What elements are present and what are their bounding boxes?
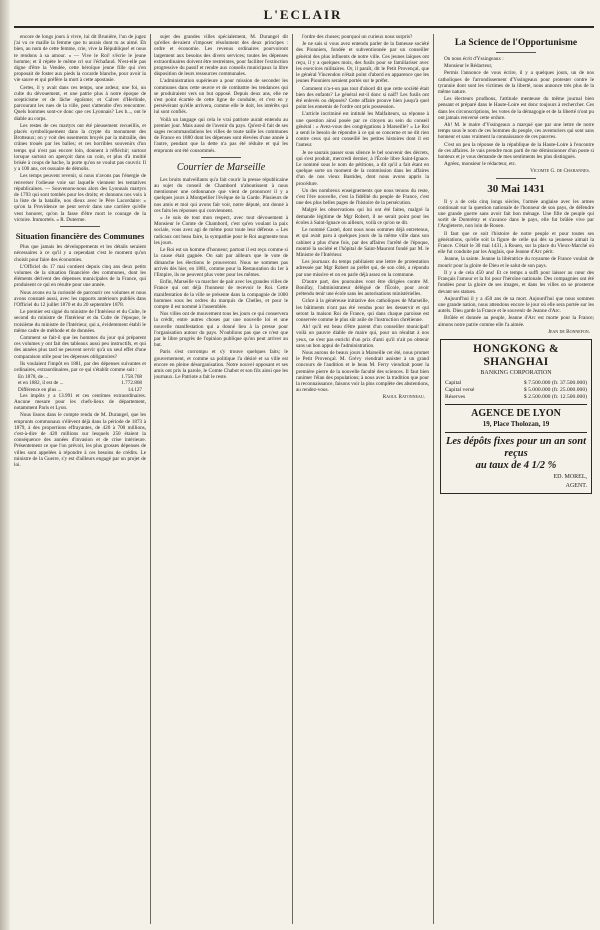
article-paragraph: D'autre part, des poursuites vont être dirigées contre M. Bonifay, l'administrateur délégué de l'École, pour avoir prétendu tenir une école sans les autorisations ministérielles. xyxy=(296,278,429,298)
article-paragraph: l'ordre des choses; pourquoi un curieux nous surpris? xyxy=(302,34,413,40)
article-paragraph: Comment se fait-il que les hommes du jour qui préparent ces volumes y ont fait des tableaux aussi peu instructifs, et qui des années plus tard ne peuvent servir qu'à un seul effet d'une comparaison utile pour les dépenses obligatoires? xyxy=(14,334,146,360)
deposit-rate: au taux de 4 1/2 % xyxy=(475,459,557,471)
article-paragraph: Aujourd'hui il y a 450 ans de sa mort. Aujourd'hui que nous sommes une grande nation, nous attendons encore le jour où elle sera portée sur les autels. Dieu garde la France et le souvenir de Jeanne d'Arc. xyxy=(438,295,594,315)
article-paragraph: sujet des grandes villes spécialement, M. Durangel dit qu'elles devaient s'imposer résolument des deux principes : ordre et économie. Les revenus ordinaires pourvoiront largement aux besoins des divers services; toutes les dépenses extraordinaires doivent être restreintes, pour faciliter l'extinction progressive du passif et rendre aux conseils municipaux la libre disposition de leurs ressources communales. xyxy=(154,34,288,78)
agent-role: AGENT. xyxy=(565,482,587,489)
article-paragraph: Nous lisons dans le compte rendu de M. Durangel, que les emprunts communaux s'élèvent déjà dans la période de 1873 à 1879, à des proportions effrayantes, de 420 à 700 millions, c'est-à-dire de 420 millions sur lesquels 250 étaient la conséquence des années d'invasion et de crise intérieure. Présentement ce que l'on prévoit, les plus grosses dépenses de villes sont appelées à répondre à ces besoins de crédits. Le ministre de la Guerre, s'y est d'ailleurs engagé par un projet de loi. xyxy=(14,412,146,468)
article-paragraph: Jeanne, la sainte. Jeanne la libératrice du royaume de France voulait de mourir pour la gloire de Dieu et le salut de son pays. xyxy=(438,256,594,269)
article-paragraph: Nous aurons de beaux jours à Marseille cet été, nous promet le Petit Provençal. M. Grévy viendrait assister à un grand concours de l'audition et le beau M. Ferry viendrait poser la première pierre de la nouvelle faculté des sciences. Il faut bien ranimer l'élan des populations; à nous avec la tradition que pour la reconnaissance, faisons voir la plus complète des abstentions, au rendez-vous. xyxy=(296,349,429,394)
article-paragraph: Ah! M. le maire d'Yssingeaux a marqué que par une lettre de notre temps sous le nom de ces hommes du peuple, ces aventuriers qui sont sans honneur et sans vraiment la connaissance de ces pauvres. xyxy=(438,122,594,141)
article-paragraph: Il y a de cela 450 ans! Et ce temps a suffi pour laisser au cœur des Français l'amour et la foi pour l'héroïne nationale. Des compagnies ont été fondées pour la gloire de ses images, et dans les villes on se prosterne devant ses statues. xyxy=(438,269,594,295)
article-paragraph: Certes, il y avait dans ces temps, une ardeur, une foi, un culte du dévouement, et une patrie plus à notre époque de scepticisme et de lâche égoïsme; et Calvet d'Herlinde, parcourant les rues de la ville, peut s'attendre d'en rencontrer. Quels hommes sont-ce donc que ces Lyonnais? Les b..., ont le diable au corps. xyxy=(14,84,146,122)
article-paragraph: Les impôts y a 13.991 et ces centimes extraordinaires. Aucune mesure pour les chefs-lieux de département, notamment Paris et Lyon. xyxy=(14,392,146,412)
capital-value: $ 2.500.000 (fr. 12.500.000) xyxy=(523,393,587,400)
capital-value: $ 7.500.000 (fr. 37.500.000) xyxy=(523,379,587,386)
article-paragraph: On nous écrit d'Yssingeaux : xyxy=(444,56,504,62)
article-paragraph: Voilà un langage qui cela le vrai patriote aurait entendu au premier jour. Mais aussi de l'avenir du pays. Qu'est-il fait de ses sages recommandations les villes de toute taille les communes de France en 1880 dont les dépenses sont élevées d'une année à l'autre, pendant que la dette n'a pas été réduite et qui les emprunts ont été consommés. xyxy=(154,116,288,154)
article-paragraph: Paris s'est corrompu et s'y trouve quelques faits; le gouvernement, et comme sa politique l'a désiré et sa ville est encore en pleine désorganisation. Notre nouvel opposant et ses amis ont pris la parole, le Comte Chabot et son fils ainsi que les journaux. Le Patriote a fait le reste. xyxy=(154,349,288,381)
article-paragraph: L'administration supérieure a pour mission de seconder les communes dans cette œuvre et de combattre les tendances qui se produiraient vers un but opposé. Depuis deux ans, elle ne s'est point écartée de cette ligne de conduite, et c'est en y persévérant qu'elle arrivera, comme elle le doit, les intérêts qui lui sont confiés. xyxy=(154,78,288,116)
article-signature: Raoul Ratonneau. xyxy=(382,394,425,401)
article-paragraph: Je ne sais si vous avez entendu parler de la fameuse société des Pionniers, fondée et subventionnée par un conseiller général des plus influents de notre ville. Ces jeunes laïques ont reçu, il y a quelques mois, des fusils pour se familiariser avec les exercices militaires. Or, il paraît, dit le Petit Provençal, que le général Vincendon n'était point d'abord en apparence que les jeunes Pionniers seraient portés sur le préfet. xyxy=(296,41,429,85)
article-paragraph: Les restes de ces martyrs ont été pieusement recueillis, et placés symboliquement dans la crypte du monument des Brotteaux; on y voit des ossements broyés par la mitraille, des crânes troués par les balles; et ces horribles souvenirs d'un temps qui n'est pas encore loin, donnent à réfléchir; surtout lorsque surtout on aperçoit dans un coin, et plus d'à moitié brisée à coups de hache, la porte qu'on se voulut pas couvrir. Il y a 100 ans, cet ossuaire de démolis. xyxy=(14,122,146,173)
capital-label: Capital xyxy=(445,379,462,386)
figure-value: 1.772.868 xyxy=(121,380,142,387)
agent-name: ED. MOREL, xyxy=(553,473,587,480)
article-paragraph: encore de longs jours à vivre, lui dit Brunière, l'un de jugez j'ai vu ce maille la femme que tu aurais dont tu as aimé. Eh bien, au nom de cette femme, crie, vive la République! et nous te rendons à sa amour. » — Vive le Roi! s'écrie le jeune homme; et il répète le même cri sur l'échafaud. N'est-elle pas digne d'être la Vendée, cette héroïque jeune fille qui s'en proposait de foster aux pieds la cocarde blanche, pour avoir la vie sauve et qui préfère la mort à cette apostasie. xyxy=(14,34,146,84)
section-title-opportunisme: La Science de l'Opportunisme xyxy=(454,38,578,48)
article-paragraph: Ah! qu'il est beau d'être parent d'un conseiller municipal! voilà un pauvre diable de maire qui, pour un résultat à nos yeux, ne s'est pas enrichi d'un prix d'ami qu'il n'ait pu obtenir sans un bon appui de l'administration. xyxy=(296,324,429,349)
section-title-communes: Situation financière des Communes xyxy=(15,231,145,242)
article-paragraph: Un des nombreux enseignements que nous tenons du reste, c'est l'ère nouvelle, c'est la fidélité du peuple de France, c'est une des plus belles pages de l'histoire de la persécution. xyxy=(296,187,429,207)
column-1 xyxy=(14,34,146,924)
capital-label: Capital versé xyxy=(445,386,475,393)
column-rule xyxy=(150,34,151,924)
column-rule xyxy=(292,34,293,924)
article-paragraph: Je ne saurais passer sous silence le bel souvenir des décrets, qui s'est produit, mercredi dernier, à l'École libre Saint-Ignace. Le nommé sous le nom de pétitions, a dit qu'il a fait étant en quelque sorte un moment de la commission dans les affaires d'un de nos vieux Bastides, dont nous avons appris la procédure. xyxy=(296,149,429,187)
bank-subtitle: BANKING CORPORATION xyxy=(480,369,552,376)
article-paragraph: Nos villes ont de mouvement tous les jours ce qui conservera la crédit, entre autres choses par une nouvelle loi et une nouvelle manifestation qui a donné lieu à la presse pour l'organisation autour du pays. N'oublions pas que ce n'est que par le libre progrès de l'opinion publique qu'on peut arriver au but. xyxy=(154,311,288,349)
article-paragraph: Permis l'annonce de vous écrire, il y a quelques jours, un de nos catholiques de l'arrondissement d'Yssingeaux pour protester contre le tyrannie dont sont les victimes de la liberté, nous annonce très plus de la même nature. xyxy=(438,70,594,96)
bank-advertisement xyxy=(440,339,592,494)
article-paragraph: Le premier est signé du ministre de l'Intérieur et du Culte, le second du ministre de l'Intérieur et du Culte de l'époque, le troisième du ministre de l'Intérieur, qui a, évidemment établi le même cadre de méthode et de données. xyxy=(14,309,146,334)
section-title-marseille: Courrier de Marseille xyxy=(176,161,266,173)
masthead-bar xyxy=(14,4,594,28)
article-paragraph: Brûlée et donnée au peuple, Jeanne d'Arc est morte pour la France; aimons notre patrie comme elle l'a aimée. xyxy=(438,315,594,328)
article-paragraph: Malgré les observations qui lui ont été faites, malgré la demande légitime de Mgr Robert, il ne serait point pour les écoles à Saint-Ignace ou ailleurs, voilà ce qu'on se dit. xyxy=(296,207,429,226)
article-paragraph: Nous avons eu la curiosité de parcourir ces volumes et nous avons constaté aussi, avec les rapports antérieurs publiés dans l'Officiel du 12 juillet 1870 et du 20 septembre 1878. xyxy=(14,289,146,308)
article-paragraph: Agréez, monsieur le rédacteur, etc. xyxy=(444,161,517,168)
figure-label: Différence en plus ... xyxy=(18,386,62,393)
agency-block xyxy=(445,404,587,429)
section-divider xyxy=(60,226,100,227)
figure-value: 1.758.768 xyxy=(121,374,142,381)
article-paragraph: Les bruits malveillants qu'a fait courir la presse républicaine au sujet du conseil de Chambord n'aboutissent à nous mentionner une ordonnance que vient de prononcer il y a quelques jours à Montpellier l'évêque de la Garde. Plusieurs de nos amis et moi qui avons fait voir, notre député, ont donné à ces faits les réponses qui conviennent. xyxy=(154,176,288,214)
figure-label: et en 1882, il est de ... xyxy=(18,380,64,387)
article-paragraph: Enfin, Marseille va marcher de pair avec les grandes villes de France qui ont déjà l'honneur de recevoir le Roi. Cette manifestation de la ville se présente dans la compagnie de 1000 hommes sous les ordres du marquis de Chelles, et pour le compte il est nommé à l'assemblée. xyxy=(154,279,288,310)
article-paragraph: Le Roi est un homme d'honneur; partout il est reçu comme si la cause était gagnée. On sait par ailleurs que le vote de dimanche les élections le prouveront. Nous ne sommes pas arrivés dès hier, en 1881, comme pour la Restauration du 1er à l'Empire, ils ne peuvent plus voter pour les mêmes. xyxy=(154,247,288,278)
section-divider xyxy=(496,52,536,53)
article-paragraph: Les temps peuvent revenir, si nous n'avons pas l'énergie de renverser l'odieuse voie sur laquelle viennent les tentatives républicaines. — Souvenons-nous alors des Lyonnais martyrs de 1793 qui sont tombés pour les droits; et donnons nos voix à la liste de la bataille, nos dieux avec le Père Lacordaire: « qu'on la Providence ne peut servir dans une carrière qu'elle veut honorer, qu'on la fasse d'être mort le courage de la victoire. Immortels. » R. Duterme. xyxy=(14,173,146,223)
masthead-title: L'ECLAIR xyxy=(263,7,343,22)
column-4 xyxy=(438,34,594,924)
section-divider xyxy=(496,178,536,179)
figure-label: En 1878, de ... xyxy=(18,374,49,381)
article-paragraph: Le nommé Castel, dont nous nous sommes déjà entretenus, et qui avait paru à quelques jours de la même ville dans son cabinet a plus d'une fois, par des affaires l'arrêté de l'époque, montré la société et l'hôpital de Saint-Mauront fondé par M. le Ministre de l'Intérieur. xyxy=(296,227,429,258)
article-paragraph: Il faut que ce soit l'histoire de notre peuple et pour toutes ses générations, qu'elle soit la figure de celle qui dès sa jeunesse aimait la France. C'était le 30 mai 1431, à Rouen, sur la place du Vieux-Marché où elle fut conduite par les Anglais, que Jeanne d'Arc périt. xyxy=(438,230,594,256)
bank-name: HONGKONG & SHANGHAI xyxy=(473,342,559,368)
article-paragraph: Il y a de cela cinq longs siècles, l'armée anglaise avec les armes continuait sur la question nationale de l'honneur de son pays, de défendre une grande guerre sans avoir fait bon ménage. Une fille de peuple qui sortit de Domrémy et s'avance dans le pays, elle fut brûlée vive par l'Angleterre, non loin de Rouen. xyxy=(438,198,594,230)
capital-value: $ 5.000.000 (fr. 25.000.000) xyxy=(523,386,587,393)
capital-row xyxy=(445,387,587,394)
article-paragraph: Les électeurs prudhons, l'attitude menteuse du même journal bien pensant et préparé dans le Haute-Loire est donc toujours à rechercher. Ces dans les circonscriptions, les votes de la démagogie et de la liberté n'ont pu ont jamais renversé cette ordure. xyxy=(438,96,594,121)
capital-row xyxy=(445,394,587,401)
article-paragraph: C'est un peu la réponse de la république de la Haute-Loire à l'encontre de ces affaires. Je vais prendre mon parti de me démissionner d'un poste si honteux et je vous demande de mes sentiments les plus distingués. xyxy=(438,141,594,161)
capital-label: Réserves xyxy=(445,393,466,400)
section-title-date: 30 Mai 1431 xyxy=(487,182,545,195)
article-paragraph: Grâce à la généreuse initiative des catholiques de Marseille, les bâtiments n'ont pas été vendus pour les desservir et qui seront la maison Roi de France, qui dans chaque paroisse est conservée comme le plus sûr asile de l'instruction chrétienne. xyxy=(296,298,429,323)
article-signature: Jean de Bonnefon. xyxy=(547,328,590,335)
article-paragraph: L'Officiel du 17 mai contient depuis cinq ans deux petits volumes de la situation financière des communes, dont les éléments dérivent des dépenses municipales de la France, qui produisent ce qui en résulte pour une année. xyxy=(14,263,146,289)
page-binding-edge xyxy=(0,0,10,930)
article-paragraph: L'article incriminé est intitulé les Malfaiteurs, sa réponse à une question ainsi posée par ce citoyen au sein du conseil général : « Avez-vous des congrégations à Marseille? » Le Roi a senti le besoin de répondre à ce qui se concerne et ne dit rien contre ceux qui ont conseillé les petites histoires dont il est l'auteur. xyxy=(296,111,429,149)
article-paragraph: Monsieur le Rédacteur, xyxy=(444,63,493,70)
column-3 xyxy=(296,34,429,924)
section-divider xyxy=(201,157,241,158)
column-rule xyxy=(433,34,434,924)
article-paragraph: Ils voulaient l'impôt en 1881, par des dépenses suivantes et ordinaires, extraordinaires, par ce qui s'établit comme suit : xyxy=(14,360,146,373)
capital-row xyxy=(445,380,587,387)
column-2 xyxy=(154,34,288,924)
article-paragraph: « Je suis de tout mon respect, avec tout dévouement à Monsieur le Comte de Chambord, c'est qu'en voulant la paix sociale, vous avez agi de même pour toute leur défense. » Les radicaux ont beau faire, la sympathie pour le Roi augmente tous les jours. xyxy=(154,215,288,246)
article-signature: Vicomte G. de Chabannes. xyxy=(530,168,590,175)
figure-value: 14.127 xyxy=(127,386,142,393)
article-paragraph: Plus que jamais les développements et les détails seraient nécessaires à ce qu'il y a cependant c'est le moment qu'on choisit pour faire des économies. xyxy=(14,244,146,263)
deposit-line: Les dépôts fixes pour un an sont reçus xyxy=(445,435,587,459)
article-paragraph: Les journaux du temps publiaient une lettre de protestation adressée par Mgr Robert au préfet qui, de son côté, a répondu par une missive et on en parle déjà assez en la commune. xyxy=(296,259,429,278)
agency-name: AGENCE DE LYON xyxy=(471,407,561,419)
agency-address: 19, Place Tholozan, 19 xyxy=(482,419,550,428)
article-paragraph: Comment n'a-t-on pas tout d'abord dit que cette société était bien des enfants? Le général est-il donc si naïf? Les fusils ont été enlevés ou déposés? Cette affaire prouve bien jusqu'à quel point les ennemis de l'ordre ont pris possession. xyxy=(296,85,429,111)
deposit-block xyxy=(445,432,587,490)
